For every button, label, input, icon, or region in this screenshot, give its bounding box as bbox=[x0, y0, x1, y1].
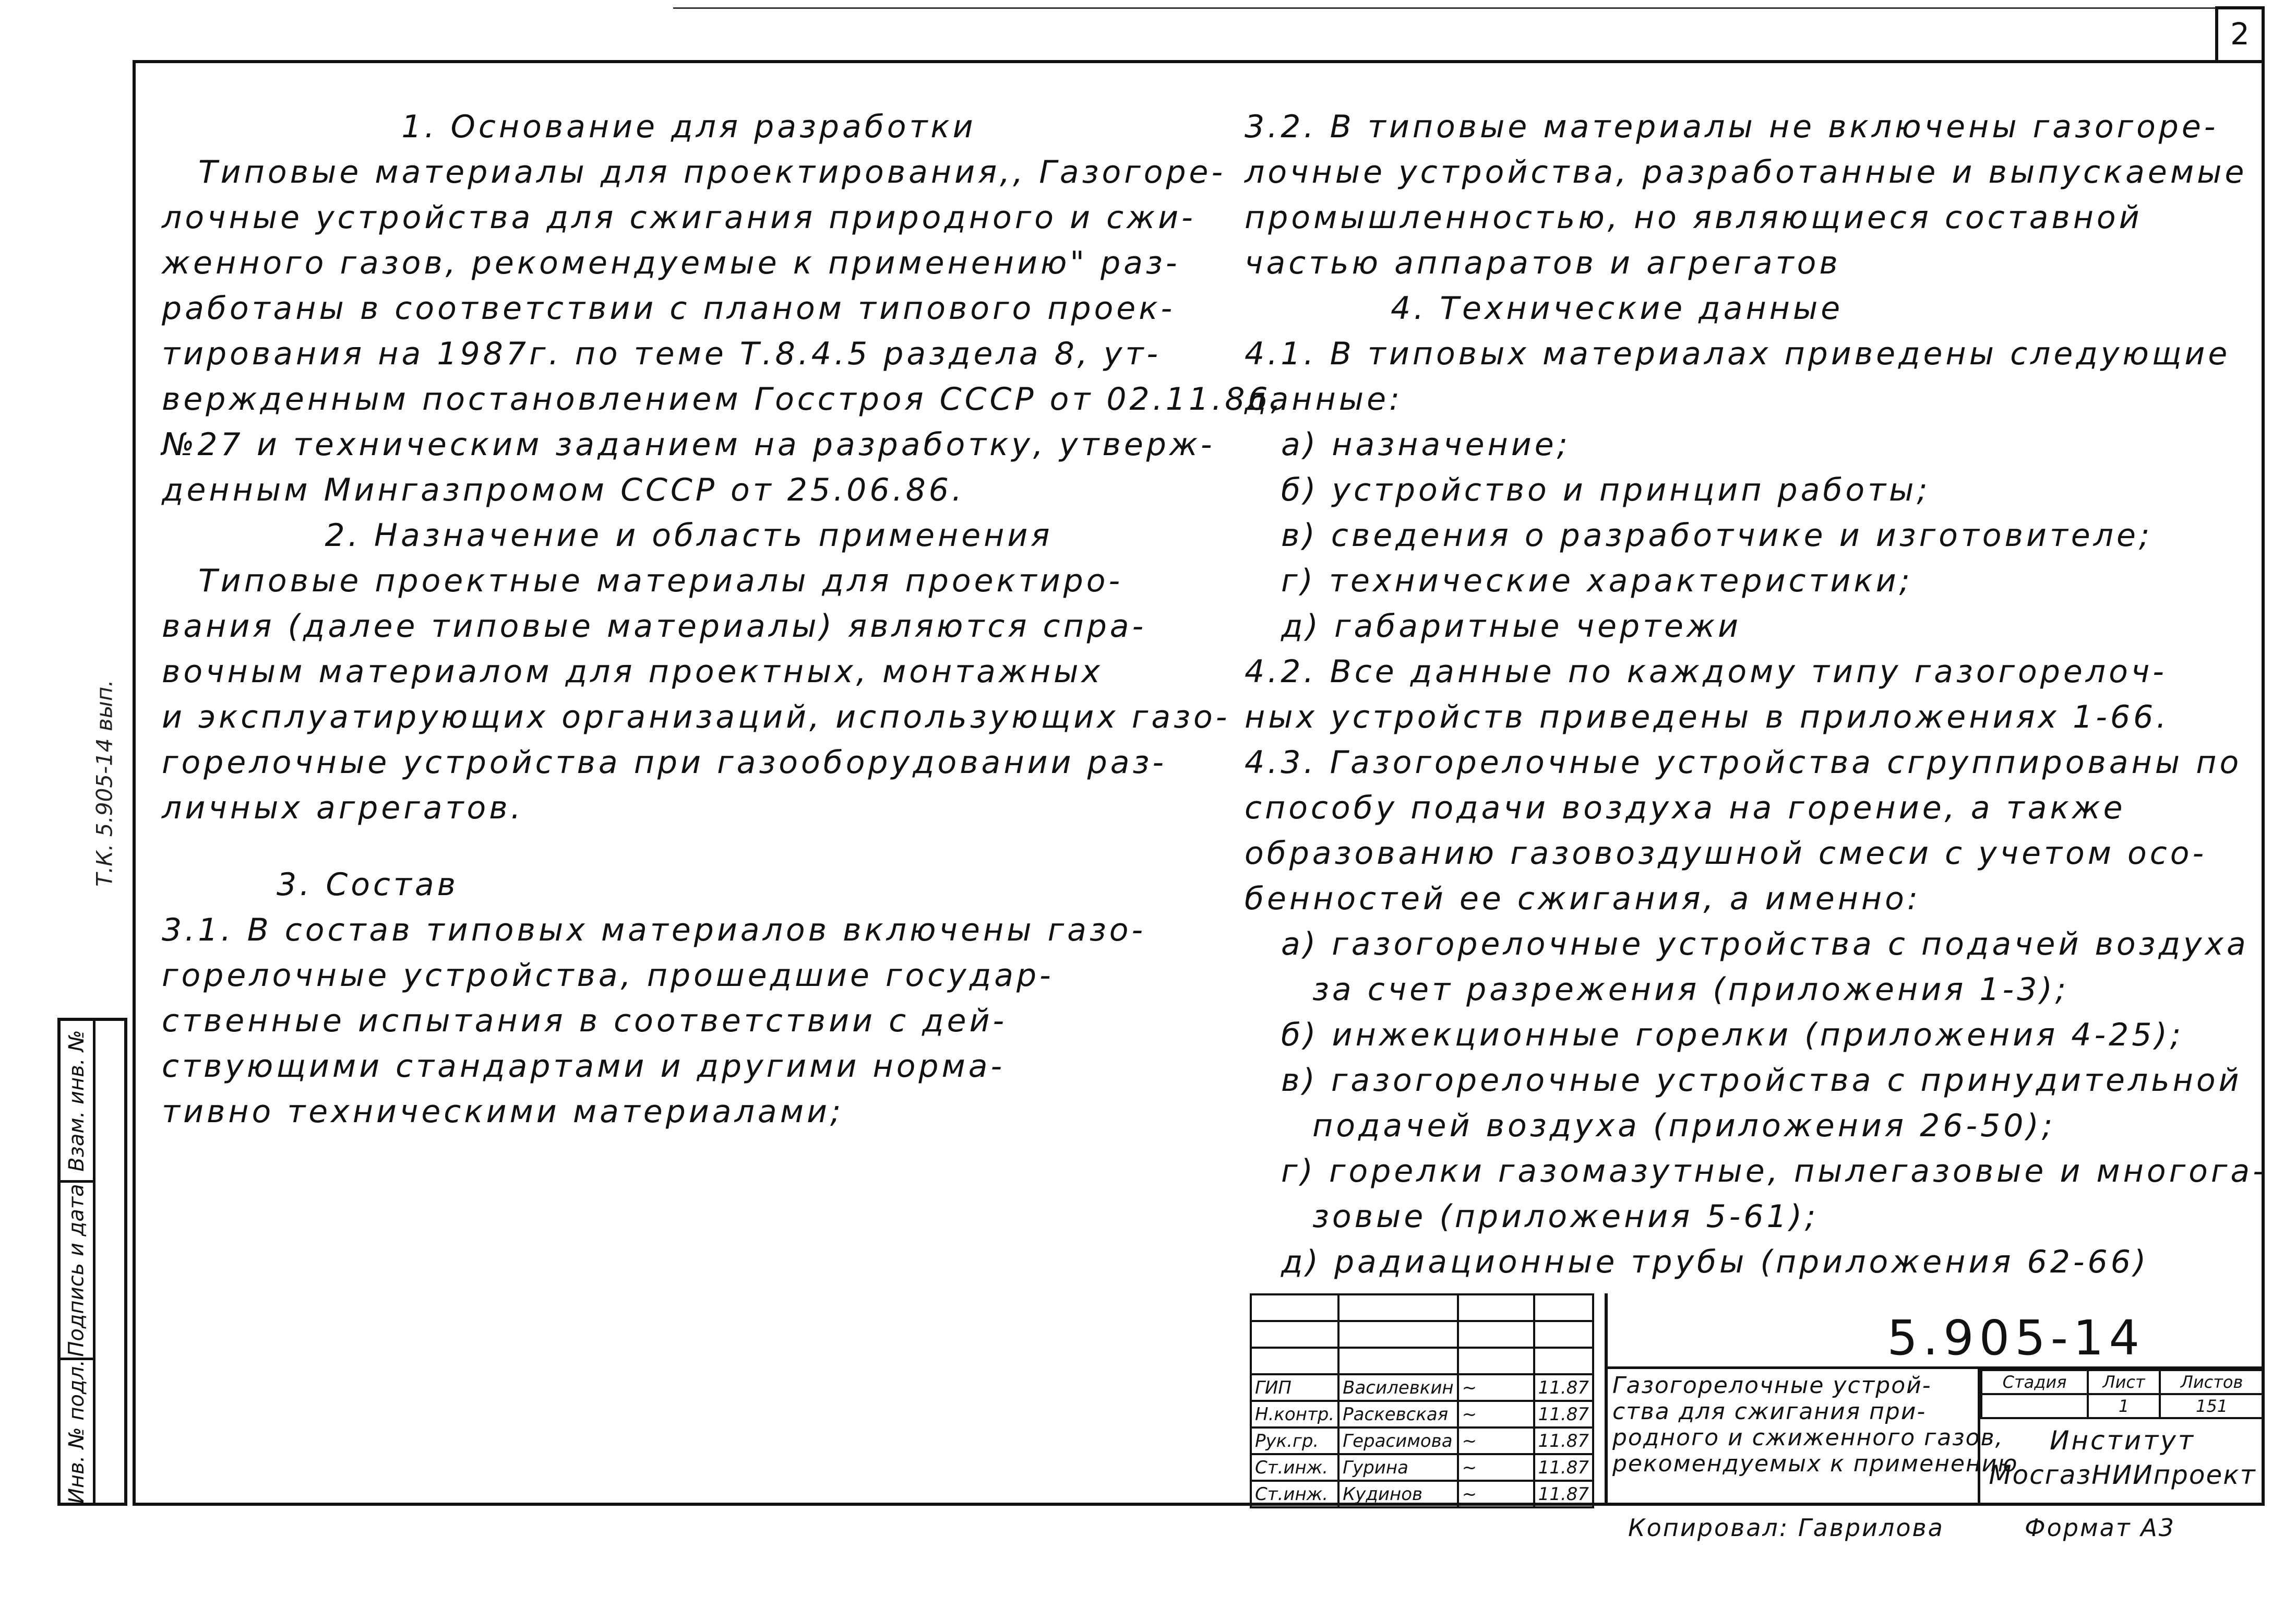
s1-line: лочные устройства для сжигания природного и сжи- bbox=[162, 199, 1196, 236]
section-3-title: 3. Состав bbox=[277, 866, 459, 903]
s41-item: б) устройство и принцип работы; bbox=[1281, 472, 1931, 508]
date: 11.87 bbox=[1534, 1481, 1593, 1507]
s1-line: Типовые материалы для проектирования,, Газогоре- bbox=[198, 154, 1226, 191]
sheet-number-box bbox=[2215, 6, 2265, 60]
s1-line: вержденным постановлением Госстроя СССР от 02.11.86, bbox=[162, 381, 1284, 418]
name: Герасимова bbox=[1338, 1427, 1458, 1454]
stage-value bbox=[1981, 1394, 2088, 1418]
stage-header: Стадия bbox=[1981, 1370, 2088, 1394]
s1-line: работаны в соответствии с планом типового проек- bbox=[162, 290, 1176, 327]
sign-cell bbox=[61, 1183, 93, 1360]
copied-by: Копировал: Гаврилова bbox=[1628, 1514, 1944, 1542]
s43-item: зовые (приложения 5-61); bbox=[1312, 1198, 1819, 1235]
section-1-title: 1. Основание для разработки bbox=[401, 109, 976, 145]
section-2-title: 2. Назначение и область применения bbox=[325, 517, 1053, 554]
s32-line: частью аппаратов и агрегатов bbox=[1245, 245, 1841, 281]
s42-line: ных устройств приведены в приложениях 1-66. bbox=[1245, 699, 2170, 735]
spacer bbox=[162, 831, 1216, 862]
s43-line: бенностей ее сжигания, а именно: bbox=[1245, 881, 1921, 917]
s41-line: данные: bbox=[1245, 381, 1403, 418]
side-designation bbox=[89, 600, 120, 966]
s41-item: д) габаритные чертежи bbox=[1281, 608, 1742, 645]
role: ГИП bbox=[1251, 1374, 1338, 1401]
s1-line: тирования на 1987г. по теме Т.8.4.5 раздела 8, ут- bbox=[162, 336, 1162, 372]
s32-line: промышленностью, но являющиеся составной bbox=[1245, 199, 2143, 236]
replace-cell bbox=[61, 1021, 93, 1183]
s2-line: вочным материалом для проектных, монтажных bbox=[162, 653, 1104, 690]
role: Ст.инж. bbox=[1251, 1454, 1338, 1481]
s32-line: 3.2. В типовые материалы не включены газогоре- bbox=[1245, 109, 2219, 145]
s1-line: №27 и техническим заданием на разработку, утверж- bbox=[162, 426, 1215, 463]
left-column bbox=[162, 104, 1284, 1135]
stamp-divider bbox=[93, 1021, 95, 1503]
s2-line: личных агрегатов. bbox=[162, 790, 524, 826]
s43-item: а) газогорелочные устройства с подачей воздуха bbox=[1281, 926, 2249, 962]
role: Н.контр. bbox=[1251, 1401, 1338, 1427]
s41-item: а) назначение; bbox=[1281, 426, 1571, 463]
s43-item: б) инжекционные горелки (приложения 4-25); bbox=[1281, 1017, 2184, 1053]
s3-line: 3.1. В состав типовых материалов включены газо- bbox=[162, 912, 1146, 948]
s43-item: в) газогорелочные устройства с принудительной bbox=[1281, 1062, 2242, 1099]
sheet-number: 2 bbox=[2230, 16, 2250, 52]
s1-line: женного газов, рекомендуемые к применению" раз- bbox=[162, 245, 1180, 281]
side-stamp bbox=[57, 1018, 127, 1506]
s42-line: 4.2. Все данные по каждому типу газогорелоч- bbox=[1245, 653, 2167, 690]
s43-item: г) горелки газомазутные, пылегазовые и многога- bbox=[1281, 1153, 2267, 1189]
name: Раскевская bbox=[1338, 1401, 1458, 1427]
title-block-table bbox=[1250, 1293, 1594, 1508]
s3-line: ственные испытания в соответствии с дей- bbox=[162, 1003, 1008, 1039]
s2-line: горелочные устройства при газооборудовании раз- bbox=[162, 744, 1167, 781]
s2-line: Типовые проектные материалы для проектиро- bbox=[198, 563, 1123, 599]
date: 11.87 bbox=[1534, 1454, 1593, 1481]
signature: ~ bbox=[1458, 1427, 1534, 1454]
s2-line: вания (далее типовые материалы) являются спра- bbox=[162, 608, 1147, 645]
side-designation-text: Т.К. 5.905-14 вып. bbox=[91, 679, 117, 887]
replace-label: Взам. инв. № bbox=[65, 1029, 89, 1172]
document-description bbox=[1612, 1373, 2018, 1477]
s41-item: г) технические характеристики; bbox=[1281, 563, 1913, 599]
section-4-title: 4. Технические данные bbox=[1391, 290, 1844, 327]
description-line: рекомендуемых к применению bbox=[1612, 1450, 2018, 1477]
s3-line: горелочные устройства, прошедшие государ- bbox=[162, 957, 1054, 994]
org-line-1: Институт bbox=[2049, 1425, 2196, 1456]
stage-box bbox=[1978, 1366, 2265, 1506]
signature: ~ bbox=[1458, 1401, 1534, 1427]
role: Рук.гр. bbox=[1251, 1427, 1338, 1454]
sheets-header: Листов bbox=[2160, 1370, 2264, 1394]
s41-line: 4.1. В типовых материалах приведены следующие bbox=[1245, 336, 2231, 372]
inv-cell bbox=[61, 1360, 93, 1503]
s41-item: в) сведения о разработчике и изготовителе; bbox=[1281, 517, 2153, 554]
description-line: ства для сжигания при- bbox=[1612, 1398, 1927, 1425]
document-code: 5.905-14 bbox=[1887, 1310, 2145, 1366]
s1-line: денным Мингазпромом СССР от 25.06.86. bbox=[162, 472, 965, 508]
sign-label: Подпись и дата bbox=[65, 1183, 89, 1357]
right-column bbox=[1245, 104, 2267, 1285]
description-line: родного и сжиженного газов, bbox=[1612, 1424, 2004, 1451]
date: 11.87 bbox=[1534, 1427, 1593, 1454]
name: Василевкин bbox=[1338, 1374, 1458, 1401]
top-border-line bbox=[673, 7, 2215, 9]
s43-line: способу подачи воздуха на горение, а также bbox=[1245, 790, 2126, 826]
s43-item: д) радиационные трубы (приложения 62-66) bbox=[1281, 1244, 2149, 1280]
name: Кудинов bbox=[1338, 1481, 1458, 1507]
s3-line: тивно техническими материалами; bbox=[162, 1093, 844, 1130]
role: Ст.инж. bbox=[1251, 1481, 1338, 1507]
description-line: Газогорелочные устрой- bbox=[1612, 1372, 1932, 1399]
s43-line: 4.3. Газогорелочные устройства сгруппированы по bbox=[1245, 744, 2242, 781]
stage-table bbox=[1980, 1369, 2265, 1419]
s43-line: образованию газовоздушной смеси с учетом осо- bbox=[1245, 835, 2207, 872]
date: 11.87 bbox=[1534, 1401, 1593, 1427]
s43-item: за счет разрежения (приложения 1-3); bbox=[1312, 971, 2069, 1008]
org-line-2: МосгазНИИпроект bbox=[1989, 1460, 2256, 1490]
sheets-value: 151 bbox=[2160, 1394, 2264, 1418]
s2-line: и эксплуатирующих организаций, использующих газо- bbox=[162, 699, 1230, 735]
sheet-value: 1 bbox=[2088, 1394, 2160, 1418]
paper-format: Формат А3 bbox=[2025, 1514, 2175, 1542]
signature: ~ bbox=[1458, 1481, 1534, 1507]
s43-item: подачей воздуха (приложения 26-50); bbox=[1312, 1108, 2056, 1144]
name: Гурина bbox=[1338, 1454, 1458, 1481]
s32-line: лочные устройства, разработанные и выпускаемые bbox=[1245, 154, 2247, 191]
signature: ~ bbox=[1458, 1454, 1534, 1481]
s3-line: ствующими стандартами и другими норма- bbox=[162, 1048, 1006, 1085]
date: 11.87 bbox=[1534, 1374, 1593, 1401]
sheet-header: Лист bbox=[2088, 1370, 2160, 1394]
signature: ~ bbox=[1458, 1374, 1534, 1401]
inv-label: Инв. № подл. bbox=[65, 1359, 89, 1504]
